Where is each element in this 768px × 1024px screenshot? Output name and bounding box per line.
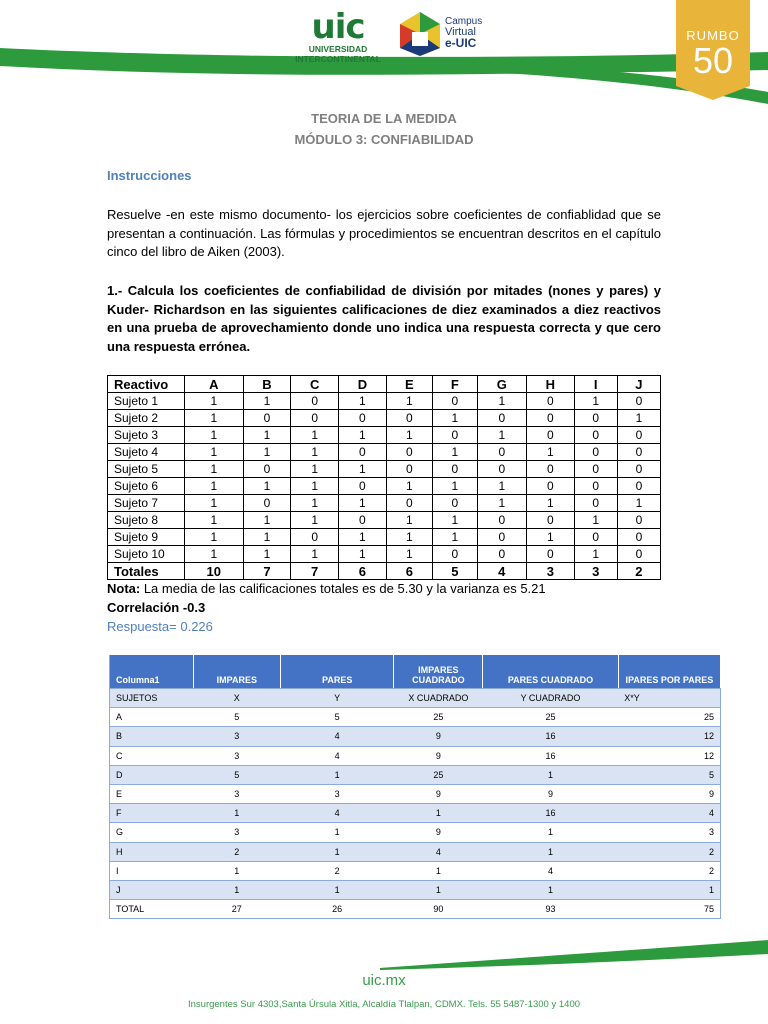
cell: 1 (185, 478, 244, 495)
table-row (108, 529, 661, 546)
table-row (108, 461, 661, 478)
cell: 1 (617, 495, 660, 512)
cell: 5 (432, 563, 477, 580)
cell: 0 (526, 410, 574, 427)
cell: 1 (291, 512, 339, 529)
cell: 1 (483, 823, 619, 842)
cell: 0 (339, 478, 387, 495)
cell: 25 (483, 708, 619, 727)
cell: 1 (339, 495, 387, 512)
cell: IPARES POR PARES (618, 655, 720, 689)
table-total-row (110, 900, 721, 919)
cell: 1 (185, 444, 244, 461)
cell: 1 (243, 427, 291, 444)
footer-url: uic.mx (362, 972, 406, 989)
answer: Respuesta= 0.226 (107, 619, 213, 634)
cell: A (185, 376, 244, 393)
cell: 1 (483, 842, 619, 861)
cell: F (432, 376, 477, 393)
cell: J (617, 376, 660, 393)
row-label: Reactivo (108, 376, 185, 393)
cell: I (574, 376, 617, 393)
table-row (108, 495, 661, 512)
table-row (108, 410, 661, 427)
cell: 1 (477, 427, 526, 444)
cell: IMPARES CUADRADO (394, 655, 483, 689)
cell: 2 (618, 842, 720, 861)
cell: 1 (386, 529, 432, 546)
cell: 1 (291, 461, 339, 478)
cell: 0 (574, 427, 617, 444)
table-row (110, 727, 721, 746)
cell: 0 (477, 546, 526, 563)
cell: 1 (477, 495, 526, 512)
uic-logo (290, 7, 386, 64)
cell: 4 (280, 746, 394, 765)
table-row (110, 880, 721, 899)
row-label: Sujeto 5 (108, 461, 185, 478)
cell: 1 (432, 444, 477, 461)
cell: 0 (386, 444, 432, 461)
cell: 1 (243, 529, 291, 546)
cell: 0 (617, 393, 660, 410)
doc-title: TEORIA DE LA MEDIDA (311, 111, 457, 126)
cell: 4 (618, 804, 720, 823)
cell: 1 (483, 880, 619, 899)
cell: 1 (280, 842, 394, 861)
cell: 75 (618, 900, 720, 919)
table-row (110, 842, 721, 861)
cell: 3 (280, 784, 394, 803)
cell: 0 (477, 529, 526, 546)
cell: 4 (280, 804, 394, 823)
cell: D (339, 376, 387, 393)
cell: 0 (339, 444, 387, 461)
cell: 1 (185, 512, 244, 529)
cell: 12 (618, 727, 720, 746)
cell: 1 (386, 478, 432, 495)
campus-line1: Campus (445, 16, 483, 27)
cell: 0 (617, 427, 660, 444)
cell: 0 (526, 546, 574, 563)
table-row (110, 784, 721, 803)
cell: PARES (280, 655, 394, 689)
cell: 1 (243, 546, 291, 563)
cell: F (110, 804, 194, 823)
cell: 1 (193, 880, 280, 899)
page-header (0, 0, 768, 110)
cell: 1 (243, 478, 291, 495)
cell: 1 (339, 427, 387, 444)
note-label: Nota: (107, 581, 141, 596)
table-row (108, 427, 661, 444)
cell: B (243, 376, 291, 393)
question-1: 1.- Calcula los coeficientes de confiabilidad de división por mitades (nones y pares) y Kuder- Richardson en las siguientes calificaciones de diez examinados a diez reactivos en una prueba de aprovechamiento donde uno indica una respuesta correcta y que cero una respuesta errónea. (107, 283, 661, 354)
table-row (110, 708, 721, 727)
cell: 1 (432, 410, 477, 427)
cell: 1 (280, 765, 394, 784)
cell: 1 (291, 427, 339, 444)
cell: 4 (280, 727, 394, 746)
cell: 1 (574, 512, 617, 529)
cell: 1 (185, 461, 244, 478)
cell: SUJETOS (110, 689, 194, 708)
badge-number: 50 (692, 40, 734, 81)
cell: 1 (339, 461, 387, 478)
cell: 1 (339, 393, 387, 410)
cell: 1 (185, 529, 244, 546)
cell: 4 (483, 861, 619, 880)
cell: 1 (574, 546, 617, 563)
footer-address: Insurgentes Sur 4303,Santa Úrsula Xitla, Alcaldía Tlalpan, CDMX. Tels. 55 5487-1300 y 1400 (187, 999, 581, 1010)
uic-logo-mark: uic (311, 7, 365, 47)
instructions-text: Resuelve -en este mismo documento- los ejercicios sobre coeficientes de confiablidad que se presentan a continuación. Las fórmulas y procedimientos se encuentran descritos en el capítulo cinco del libro de Aiken (2003). (107, 207, 661, 259)
cell: 1 (574, 393, 617, 410)
cell: TOTAL (110, 900, 194, 919)
cell: 0 (432, 546, 477, 563)
cell: 1 (526, 529, 574, 546)
uic-logo-sub1: UNIVERSIDAD (308, 44, 368, 54)
cell: 1 (185, 546, 244, 563)
cell: 1 (477, 478, 526, 495)
cell: 2 (618, 861, 720, 880)
instructions-heading: Instrucciones (107, 168, 192, 183)
cell: 0 (526, 427, 574, 444)
cell: 5 (193, 765, 280, 784)
split-half-table (109, 655, 721, 919)
cell: 0 (617, 461, 660, 478)
scores-table (107, 375, 661, 580)
row-label: Sujeto 10 (108, 546, 185, 563)
cell: 0 (432, 393, 477, 410)
campus-line3: e-UIC (445, 36, 477, 50)
uic-logo-sub2: INTERCONTINENTAL (295, 54, 381, 64)
cell: 0 (617, 512, 660, 529)
cell: 0 (526, 512, 574, 529)
cell: 0 (574, 478, 617, 495)
cell: C (291, 376, 339, 393)
cell: 1 (618, 880, 720, 899)
campus-line2: Virtual (445, 26, 476, 38)
cell: E (386, 376, 432, 393)
cell: 1 (386, 427, 432, 444)
cell: A (110, 708, 194, 727)
row-label: Sujeto 7 (108, 495, 185, 512)
cell: 0 (617, 478, 660, 495)
cell: 3 (193, 727, 280, 746)
cell: 5 (618, 765, 720, 784)
cell: 2 (193, 842, 280, 861)
row-label: Sujeto 2 (108, 410, 185, 427)
cell: 3 (193, 746, 280, 765)
cell: 3 (574, 563, 617, 580)
cell: 1 (291, 495, 339, 512)
cell: 1 (526, 444, 574, 461)
cell: 0 (574, 410, 617, 427)
cell: 0 (291, 410, 339, 427)
cell: 1 (185, 393, 244, 410)
cell: 1 (483, 765, 619, 784)
cell: 1 (394, 804, 483, 823)
cell: 9 (394, 823, 483, 842)
cell: 4 (477, 563, 526, 580)
cell: 0 (291, 529, 339, 546)
cell: 1 (394, 861, 483, 880)
row-label: Sujeto 6 (108, 478, 185, 495)
cell: J (110, 880, 194, 899)
cell: 1 (477, 393, 526, 410)
doc-subtitle: MÓDULO 3: CONFIABILIDAD (294, 132, 474, 147)
cell: 6 (339, 563, 387, 580)
cell: 0 (526, 478, 574, 495)
cell: 9 (618, 784, 720, 803)
cell: 1 (291, 478, 339, 495)
cell: 3 (526, 563, 574, 580)
table-row (108, 478, 661, 495)
table-totals-row (108, 563, 661, 580)
cell: 1 (617, 410, 660, 427)
cell: 16 (483, 727, 619, 746)
cell: G (477, 376, 526, 393)
row-label: Sujeto 4 (108, 444, 185, 461)
correlation: Correlación -0.3 (107, 600, 206, 615)
table-header-row (108, 376, 661, 393)
table-row (110, 765, 721, 784)
cell: G (110, 823, 194, 842)
cell: 1 (185, 495, 244, 512)
cell: 2 (280, 861, 394, 880)
cell: 1 (432, 529, 477, 546)
cell: 0 (574, 461, 617, 478)
cell: 0 (386, 495, 432, 512)
cell: Y (280, 689, 394, 708)
cell: 93 (483, 900, 619, 919)
cell: 0 (339, 512, 387, 529)
cell: Columna1 (110, 655, 194, 689)
cell: 1 (394, 880, 483, 899)
cell: 1 (339, 529, 387, 546)
cell: 1 (339, 546, 387, 563)
cell: 0 (432, 495, 477, 512)
cell: 16 (483, 746, 619, 765)
cell: H (526, 376, 574, 393)
table-row (108, 444, 661, 461)
cell: 1 (193, 861, 280, 880)
cell: 2 (617, 563, 660, 580)
table-subheader-row (110, 689, 721, 708)
row-label: Sujeto 9 (108, 529, 185, 546)
note-text: La media de las calificaciones totales es de 5.30 y la varianza es 5.21 (140, 581, 546, 596)
cell: 0 (432, 461, 477, 478)
cell: 1 (432, 478, 477, 495)
cell: 0 (386, 461, 432, 478)
cell: 0 (477, 461, 526, 478)
cell: 16 (483, 804, 619, 823)
cell: 1 (185, 410, 244, 427)
cell: 9 (483, 784, 619, 803)
row-label: Sujeto 8 (108, 512, 185, 529)
cell: X CUADRADO (394, 689, 483, 708)
cell: 1 (280, 880, 394, 899)
cell: H (110, 842, 194, 861)
cell: X*Y (618, 689, 720, 708)
cell: 0 (477, 444, 526, 461)
cell: 1 (243, 393, 291, 410)
cell: 0 (574, 444, 617, 461)
cell: 1 (243, 444, 291, 461)
cell: 0 (243, 410, 291, 427)
cell: 0 (243, 461, 291, 478)
cell: 1 (280, 823, 394, 842)
cell: 3 (618, 823, 720, 842)
cell: 1 (193, 804, 280, 823)
cell: 5 (193, 708, 280, 727)
cell: 1 (291, 546, 339, 563)
badge-word: RUMBO (686, 28, 740, 43)
cell: IMPARES (193, 655, 280, 689)
cell: 0 (477, 512, 526, 529)
cell: 0 (617, 529, 660, 546)
cell: 0 (477, 410, 526, 427)
cell: 9 (394, 784, 483, 803)
cell: E (110, 784, 194, 803)
cell: 0 (243, 495, 291, 512)
rumbo-50-badge (676, 0, 750, 100)
cell: 0 (526, 393, 574, 410)
cell: D (110, 765, 194, 784)
cell: 7 (243, 563, 291, 580)
cell: 0 (574, 495, 617, 512)
cell: Y CUADRADO (483, 689, 619, 708)
cell: B (110, 727, 194, 746)
campus-virtual-text (445, 16, 482, 49)
cell: 5 (280, 708, 394, 727)
cell: 0 (617, 444, 660, 461)
cell: PARES CUADRADO (483, 655, 619, 689)
cell: 0 (291, 393, 339, 410)
cell: 3 (193, 784, 280, 803)
note (107, 581, 546, 596)
cell: 3 (193, 823, 280, 842)
cell: 1 (386, 393, 432, 410)
cell: 12 (618, 746, 720, 765)
cell: 0 (432, 427, 477, 444)
row-label: Sujeto 1 (108, 393, 185, 410)
cell: 25 (394, 708, 483, 727)
cell: 0 (526, 461, 574, 478)
cell: 0 (339, 410, 387, 427)
cell: I (110, 861, 194, 880)
cell: 26 (280, 900, 394, 919)
row-label: Totales (108, 563, 185, 580)
cell: 1 (386, 546, 432, 563)
row-label: Sujeto 3 (108, 427, 185, 444)
cell: 6 (386, 563, 432, 580)
table-header-row (110, 655, 721, 689)
table-row (110, 861, 721, 880)
cell: 10 (185, 563, 244, 580)
table-row (108, 546, 661, 563)
table-row (110, 804, 721, 823)
cell: 1 (432, 512, 477, 529)
cell: 9 (394, 746, 483, 765)
table-row (108, 393, 661, 410)
table-row (110, 823, 721, 842)
cell: 7 (291, 563, 339, 580)
cell: 1 (185, 427, 244, 444)
cell: 0 (574, 529, 617, 546)
cell: X (193, 689, 280, 708)
cell: 25 (618, 708, 720, 727)
cell: 1 (243, 512, 291, 529)
cell: C (110, 746, 194, 765)
cell: 1 (386, 512, 432, 529)
table-row (108, 512, 661, 529)
cell: 0 (386, 410, 432, 427)
cell: 1 (526, 495, 574, 512)
cell: 4 (394, 842, 483, 861)
cell: 0 (617, 546, 660, 563)
cell: 90 (394, 900, 483, 919)
cell: 27 (193, 900, 280, 919)
table-row (110, 746, 721, 765)
cell: 1 (291, 444, 339, 461)
cell: 25 (394, 765, 483, 784)
cell: 9 (394, 727, 483, 746)
